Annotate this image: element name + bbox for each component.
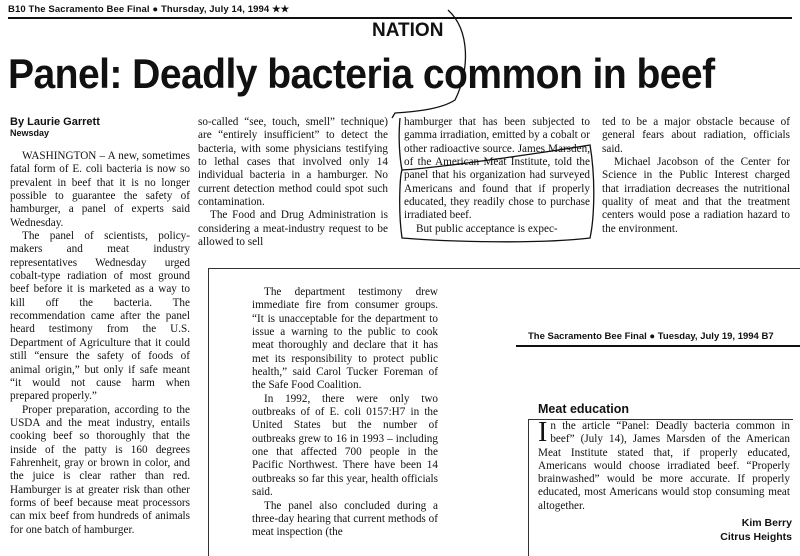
signature-place: Citrus Heights bbox=[720, 531, 792, 543]
masthead-page-b7: The Sacramento Bee Final ● Tuesday, July 19, 1994 B7 bbox=[528, 331, 774, 342]
hand-drawn-arrow bbox=[392, 10, 465, 118]
paragraph: But public acceptance is expec- bbox=[416, 222, 558, 235]
paragraph: so-called “see, touch, smell” technique) are “entirely insufficient” to detect the bacteria, with some physicians testifying to lethal cases that involved only 14 individual bacteria in a hamburger. No current detection method could spot such contamination. bbox=[198, 116, 388, 209]
byline-source: Newsday bbox=[10, 128, 50, 138]
paragraph: In 1992, there were only two outbreaks of of E. coli 0157:H7 in the United States but the number of outbreaks grew to 16 in 1993 – including one that affected 700 people in the Pacific Northwest. There have been 14 outbreaks so far this year, health officials said. bbox=[252, 392, 438, 499]
masthead-page-b10: B10 The Sacramento Bee Final ● Thursday, July 14, 1994 ★★ bbox=[8, 4, 290, 15]
paragraph: The Food and Drug Administration is considering a meat-industry request to be allowed to sell bbox=[198, 209, 388, 249]
paragraph: The department testimony drew immediate fire from consumer groups. “It is unacceptable for the department to issue a warning to the public to cook meat thoroughly and declare that it has met its responsibility to protect public health,” said Carol Tucker Foreman of the Safe Food Coalition. bbox=[252, 286, 438, 392]
paragraph: Proper preparation, according to the USDA and the meat industry, entails cooking beef so thoroughly that the inside of the patty is 160 degrees Fahrenheit, gray or brown in color, and the juice is clear rather than red. Hamburger is at greater risk than other forms of beef because meat processors can mix beef from hundreds of animals for one batch of hamburger. bbox=[10, 403, 190, 536]
letter-body: n the article “Panel: Deadly bacteria common in beef” (July 14), James Marsden of the American Meat Institute stated that, if properly educated, Americans would choose irradiated beef. “Properly brainwashed” would be more accurate. If properly educated, most Americans would stop consuming meat altogether. bbox=[538, 420, 790, 512]
letter-heading: Meat education bbox=[538, 402, 629, 416]
byline: By Laurie Garrett bbox=[10, 116, 100, 128]
hand-drawn-circle bbox=[399, 118, 594, 242]
paragraph: The panel also concluded during a three-day hearing that current methods of meat inspection (the bbox=[252, 499, 438, 539]
paragraph: WASHINGTON – A new, sometimes fatal form of E. coli bacteria is now so prevalent in beef that it is no longer possible to guarantee the safety of hamburger, a panel of experts said Wednesday. bbox=[10, 150, 190, 229]
paragraph: ted to be a major obstacle because of general fears about radiation, officials said. bbox=[602, 116, 790, 155]
section-label: NATION bbox=[372, 20, 444, 41]
paragraph: The panel of scientists, policy-makers and meat industry representatives Wednesday urged cobalt-type radiation of most ground beef before it is marketed as a way to kill off the bacteria. The recommendation came after the panel heard testimony from the U.S. Department of Agriculture that it could still “ensure the safety of foods of animal origin,” but only if safe meant “it would not cause harm when prepared properly.” bbox=[10, 230, 190, 403]
drop-cap: I bbox=[538, 417, 548, 448]
paragraph: hamburger that has been subjected to gamma irradiation, emitted by a cobalt or other radioactive source. James Marsden, of the American Meat Institute, told the panel that his organization had surveyed Americans and found that if properly educated, they readily chose to purchase irradiated beef. bbox=[404, 116, 590, 222]
headline: Panel: Deadly bacteria common in beef bbox=[8, 50, 715, 97]
paragraph: Michael Jacobson of the Center for Science in the Public Interest charged that irradiation decreases the nutritional quality of meat and that the treatment centers would pose a radiation hazard to the environment. bbox=[602, 156, 790, 235]
signature-name: Kim Berry bbox=[741, 517, 792, 529]
